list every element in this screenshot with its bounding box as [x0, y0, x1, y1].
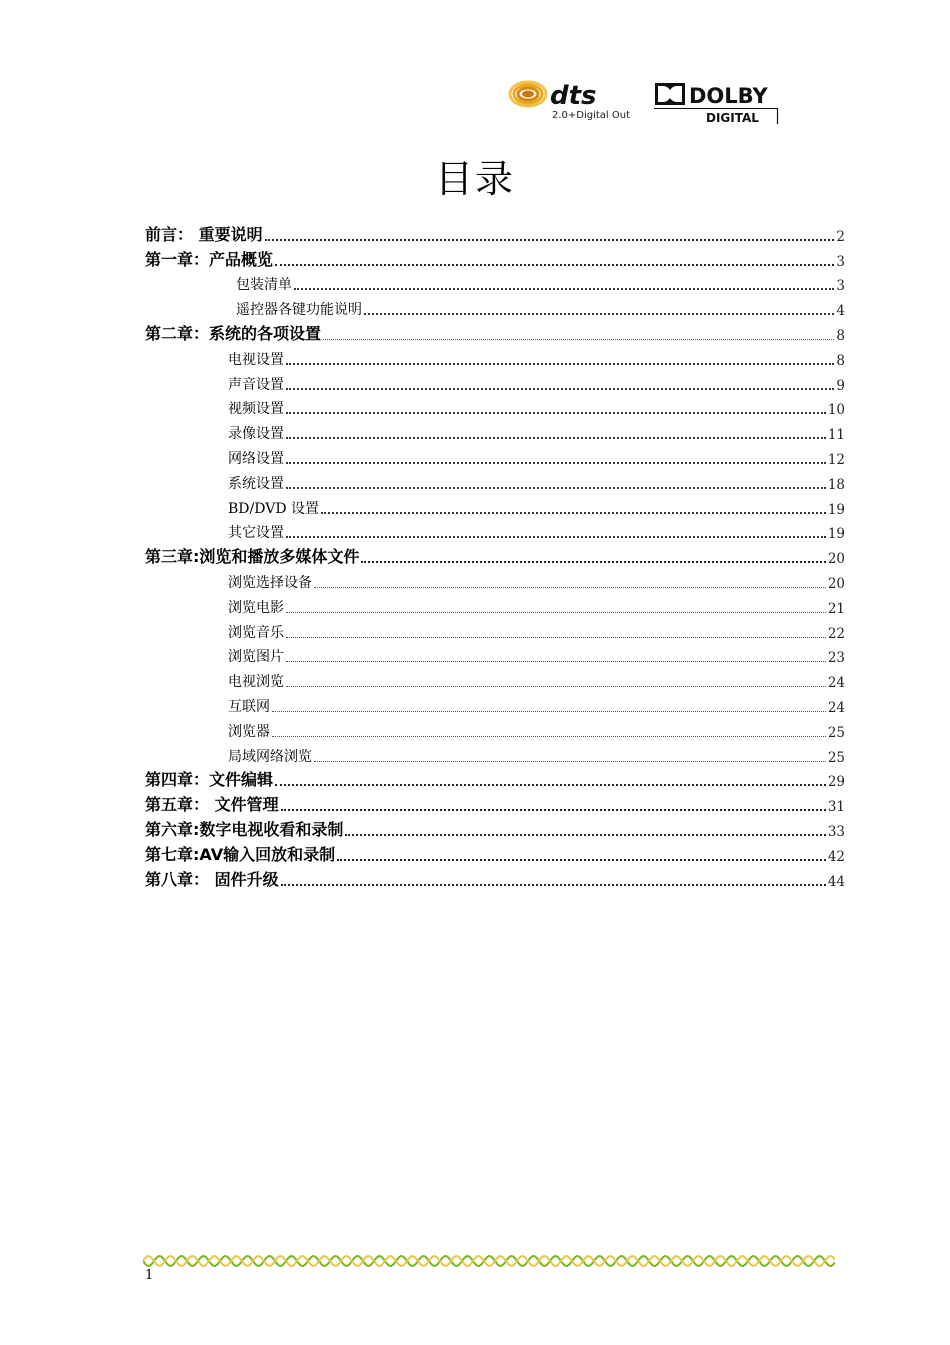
toc-entry-label: 遥控器各键功能说明 [236, 302, 362, 319]
toc-dot-leader [275, 263, 834, 266]
toc-entry-page: 29 [827, 774, 845, 791]
toc-chapter-entry[interactable] [145, 768, 845, 793]
toc-dot-leader [314, 586, 826, 588]
toc-section-entry[interactable] [145, 619, 845, 644]
dolby-logo [654, 80, 784, 130]
toc-entry-label: 包装清单 [236, 277, 292, 294]
toc-section-entry[interactable] [145, 272, 845, 297]
toc-dot-leader [361, 560, 825, 563]
toc-dot-leader [294, 287, 834, 290]
toc-section-entry[interactable] [145, 743, 845, 768]
toc-section-entry[interactable] [145, 346, 845, 371]
toc-section-entry[interactable] [145, 644, 845, 669]
toc-entry-page: 19 [827, 501, 845, 518]
toc-entry-label: 第三章:浏览和播放多媒体文件 [145, 547, 360, 567]
page-title: 目录 [434, 157, 515, 201]
toc-entry-label: 浏览器 [228, 723, 270, 740]
toc-entry-label: 声音设置 [228, 376, 284, 393]
dolby-double-d-icon [655, 83, 685, 105]
toc-chapter-entry[interactable] [145, 222, 845, 247]
toc-entry-page: 24 [827, 699, 845, 716]
toc-chapter-entry[interactable] [145, 842, 845, 867]
toc-entry-label: 浏览图片 [228, 649, 284, 666]
toc-entry-label: 浏览音乐 [228, 624, 284, 641]
toc-entry-page: 10 [827, 402, 845, 419]
toc-entry-page: 2 [836, 228, 845, 245]
toc-section-entry[interactable] [145, 420, 845, 445]
toc-entry-label: BD/DVD 设置 [228, 500, 319, 517]
toc-entry-page: 21 [827, 600, 845, 617]
toc-entry-page: 22 [827, 625, 845, 642]
toc-dot-leader [281, 883, 826, 886]
toc-section-entry[interactable] [145, 445, 845, 470]
toc-section-entry[interactable] [145, 296, 845, 321]
toc-dot-leader [286, 535, 826, 538]
toc-dot-leader [286, 660, 826, 662]
toc-entry-label: 其它设置 [228, 525, 284, 542]
toc-entry-page: 3 [836, 278, 845, 295]
toc-entry-page: 25 [827, 724, 845, 741]
toc-entry-label: 录像设置 [228, 426, 284, 443]
toc-chapter-entry[interactable] [145, 321, 845, 346]
toc-dot-leader [286, 436, 826, 439]
toc-dot-leader [286, 411, 826, 414]
toc-entry-label: 第二章：系统的各项设置 [145, 323, 322, 343]
dolby-subtitle: DIGITAL [706, 111, 759, 125]
toc-entry-label: 第五章： 文件管理 [145, 795, 279, 815]
toc-entry-page: 12 [827, 451, 845, 468]
toc-chapter-entry[interactable] [145, 792, 845, 817]
toc-entry-label: 第一章：产品概览 [145, 249, 274, 269]
toc-entry-page: 3 [836, 253, 845, 270]
toc-entry-page: 8 [836, 327, 845, 344]
dts-rings-icon [510, 82, 546, 106]
toc-section-entry[interactable] [145, 520, 845, 545]
dolby-wordmark: DOLBY [689, 84, 768, 108]
toc-dot-leader [345, 833, 825, 836]
toc-entry-page: 4 [836, 303, 845, 320]
toc-entry-label: 局域网络浏览 [228, 748, 312, 765]
toc-entry-page: 11 [827, 427, 845, 444]
toc-entry-label: 电视设置 [228, 351, 284, 368]
toc-chapter-entry[interactable] [145, 817, 845, 842]
toc-section-entry[interactable] [145, 396, 845, 421]
toc-entry-page: 20 [827, 551, 845, 568]
toc-entry-label: 视频设置 [228, 401, 284, 418]
toc-entry-page: 9 [836, 377, 845, 394]
toc-section-entry[interactable] [145, 594, 845, 619]
toc-section-entry[interactable] [145, 470, 845, 495]
toc-entry-page: 33 [827, 823, 845, 840]
toc-dot-leader [286, 636, 826, 638]
toc-entry-page: 25 [827, 749, 845, 766]
toc-dot-leader [323, 338, 834, 340]
toc-dot-leader [286, 387, 834, 390]
toc-entry-page: 20 [827, 575, 845, 592]
toc-entry-label: 系统设置 [228, 475, 284, 492]
toc-entry-page: 31 [827, 799, 845, 816]
toc-entry-label: 浏览电影 [228, 599, 284, 616]
toc-dot-leader [286, 685, 826, 687]
toc-dot-leader [321, 511, 826, 514]
toc-dot-leader [275, 783, 826, 786]
toc-section-entry[interactable] [145, 569, 845, 594]
toc-entry-label: 第七章:AV输入回放和录制 [145, 844, 336, 864]
toc-entry-label: 第八章： 固件升级 [145, 869, 279, 889]
toc-entry-page: 44 [827, 873, 845, 890]
toc-dot-leader [272, 710, 826, 712]
toc-dot-leader [364, 312, 834, 315]
dts-subtitle: 2.0+Digital Out [552, 110, 631, 121]
toc-entry-page: 18 [827, 476, 845, 493]
page-number: 1 [145, 1268, 154, 1283]
toc-entry-page: 19 [827, 526, 845, 543]
toc-entry-page: 8 [836, 352, 845, 369]
dts-wordmark: dts [550, 81, 597, 111]
dts-logo [506, 76, 636, 126]
toc-dot-leader [286, 362, 834, 365]
toc-dot-leader [337, 858, 826, 861]
toc-section-entry[interactable] [145, 693, 845, 718]
toc-dot-leader [286, 461, 826, 464]
toc-entry-label: 网络设置 [228, 450, 284, 467]
wave-line-yellow [143, 1256, 835, 1266]
toc-entry-label: 互联网 [228, 698, 270, 715]
toc-section-entry[interactable] [145, 495, 845, 520]
toc-dot-leader [265, 238, 835, 241]
toc-chapter-entry[interactable] [145, 247, 845, 272]
toc-dot-leader [272, 735, 826, 737]
toc-chapter-entry[interactable] [145, 867, 845, 892]
toc-dot-leader [286, 611, 826, 613]
toc-chapter-entry[interactable] [145, 544, 845, 569]
table-of-contents [145, 222, 845, 892]
toc-section-entry[interactable] [145, 668, 845, 693]
toc-section-entry[interactable] [145, 371, 845, 396]
toc-dot-leader [314, 760, 826, 762]
toc-entry-page: 42 [827, 848, 845, 865]
toc-entry-label: 浏览选择设备 [228, 574, 312, 591]
toc-entry-label: 电视浏览 [228, 674, 284, 691]
toc-entry-label: 第四章：文件编辑 [145, 770, 274, 790]
toc-entry-label: 前言： 重要说明 [145, 224, 263, 244]
toc-section-entry[interactable] [145, 718, 845, 743]
toc-entry-page: 24 [827, 675, 845, 692]
toc-dot-leader [281, 808, 826, 811]
footer-wave-border [143, 1252, 835, 1270]
toc-entry-page: 23 [827, 650, 845, 667]
toc-entry-label: 第六章:数字电视收看和录制 [145, 819, 344, 839]
wave-line-green [143, 1256, 835, 1266]
brand-logos [506, 76, 796, 136]
toc-dot-leader [286, 486, 826, 489]
